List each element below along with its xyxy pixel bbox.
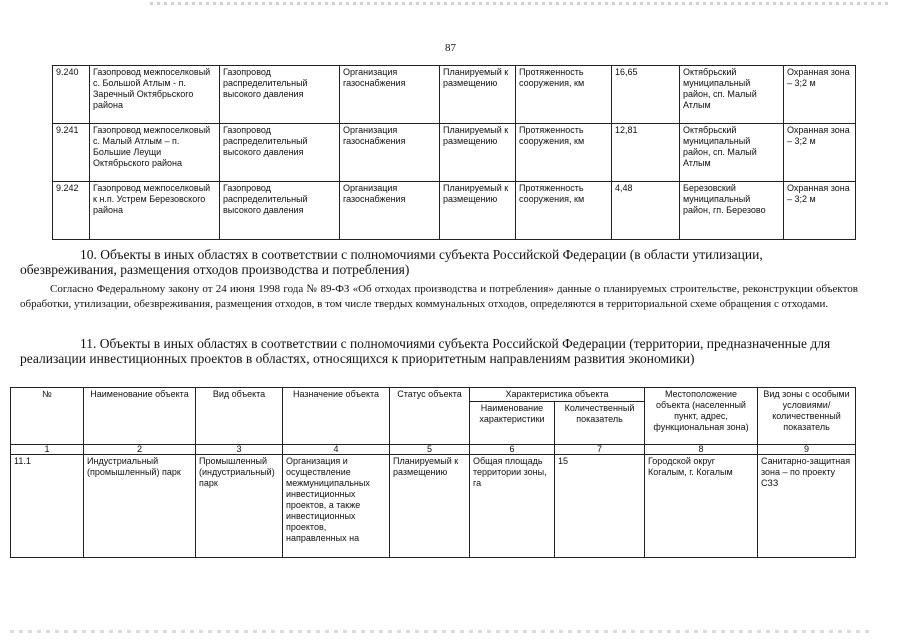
cell-type: Промышленный (индустриальный) парк: [196, 455, 283, 558]
header-num: №: [11, 388, 84, 445]
section-10-text: Согласно Федеральному закону от 24 июня 1998 года № 89-ФЗ «Об отходах производства и потребления» данные о планируемых строительстве, реконструкции объектов обработки, утилизации, обезвреживания, размещения отходов, в том числе твердых коммунальных отходов, определяются в территориальной схеме обращения с отходами.: [20, 283, 858, 310]
table-row: [53, 182, 856, 240]
cell-name: Газопровод межпоселковый с. Малый Атлым – п. Большие Леущи Октябрьского района: [90, 124, 220, 182]
cell-type: Газопровод распределительный высокого давления: [220, 124, 340, 182]
cell-purpose: Организация и осуществление межмуниципальных инвестиционных проектов, а также инвестиционных проектов, направленных на: [283, 455, 390, 558]
header-type: Вид объекта: [196, 388, 283, 445]
cell-zone: Охранная зона – 3;2 м: [784, 182, 856, 240]
table-row: [53, 66, 856, 124]
investment-objects-table: [10, 387, 856, 558]
cell-char-value: 16,65: [612, 66, 680, 124]
header-char-name: Наименование характеристики: [470, 402, 555, 445]
page-number: 87: [445, 42, 456, 54]
header-zone: Вид зоны с особыми условиями/ количественный показатель: [758, 388, 856, 445]
column-number: 1: [11, 445, 84, 455]
cell-purpose: Организация газоснабжения: [340, 66, 440, 124]
cell-zone: Охранная зона – 3;2 м: [784, 124, 856, 182]
cell-char-name: Протяженность сооружения, км: [516, 182, 612, 240]
gas-pipeline-table: [52, 65, 856, 240]
cell-status: Планируемый к размещению: [440, 182, 516, 240]
cell-char-name: Общая площадь территории зоны, га: [470, 455, 555, 558]
column-number: 2: [84, 445, 196, 455]
cell-type: Газопровод распределительный высокого давления: [220, 182, 340, 240]
cell-location: Октябрьский муниципальный район, сп. Малый Атлым: [680, 124, 784, 182]
cell-num: 9.241: [53, 124, 90, 182]
cell-location: Городской округ Когалым, г. Когалым: [645, 455, 758, 558]
cell-name: Газопровод межпоселковый с. Большой Атлым - п. Заречный Октябрьского района: [90, 66, 220, 124]
cell-purpose: Организация газоснабжения: [340, 124, 440, 182]
cell-char-name: Протяженность сооружения, км: [516, 66, 612, 124]
header-characteristics: Характеристика объекта: [470, 388, 645, 402]
column-number: 5: [390, 445, 470, 455]
cell-char-value: 12,81: [612, 124, 680, 182]
section-10-heading: 10. Объекты в иных областях в соответствии с полномочиями субъекта Российской Федерации (в области утилизации, обезвреживания, размещения отходов производства и потребления): [20, 247, 763, 277]
scan-artifact-top: [150, 2, 890, 5]
column-number: 9: [758, 445, 856, 455]
column-number: 8: [645, 445, 758, 455]
cell-status: Планируемый к размещению: [440, 66, 516, 124]
cell-num: 9.240: [53, 66, 90, 124]
cell-status: Планируемый к размещению: [440, 124, 516, 182]
section-11-heading: 11. Объекты в иных областях в соответствии с полномочиями субъекта Российской Федерации (территории, предназначенные для реализации инвестиционных проектов в областях, относящихся к приоритетным направлениям развития экономики): [20, 336, 831, 366]
scan-artifact-bottom: [10, 630, 870, 633]
cell-num: 9.242: [53, 182, 90, 240]
cell-num: 11.1: [11, 455, 84, 558]
cell-zone: Санитарно-защитная зона – по проекту СЗЗ: [758, 455, 856, 558]
header-name: Наименование объекта: [84, 388, 196, 445]
header-purpose: Назначение объекта: [283, 388, 390, 445]
cell-zone: Охранная зона – 3;2 м: [784, 66, 856, 124]
cell-type: Газопровод распределительный высокого давления: [220, 66, 340, 124]
header-status: Статус объекта: [390, 388, 470, 445]
cell-name: Индустриальный (промышленный) парк: [84, 455, 196, 558]
table-row: [11, 455, 856, 558]
column-number: 7: [555, 445, 645, 455]
header-location: Местоположение объекта (населенный пункт, адрес, функциональная зона): [645, 388, 758, 445]
header-char-value: Количественный показатель: [555, 402, 645, 445]
cell-name: Газопровод межпоселковый к н.п. Устрем Березовского района: [90, 182, 220, 240]
cell-location: Октябрьский муниципальный район, сп. Малый Атлым: [680, 66, 784, 124]
column-number: 4: [283, 445, 390, 455]
cell-char-name: Протяженность сооружения, км: [516, 124, 612, 182]
column-number: 3: [196, 445, 283, 455]
cell-char-value: 4,48: [612, 182, 680, 240]
cell-location: Березовский муниципальный район, гп. Березово: [680, 182, 784, 240]
cell-char-value: 15: [555, 455, 645, 558]
column-number-row: [11, 445, 856, 455]
table-row: [53, 124, 856, 182]
column-number: 6: [470, 445, 555, 455]
cell-purpose: Организация газоснабжения: [340, 182, 440, 240]
cell-status: Планируемый к размещению: [390, 455, 470, 558]
